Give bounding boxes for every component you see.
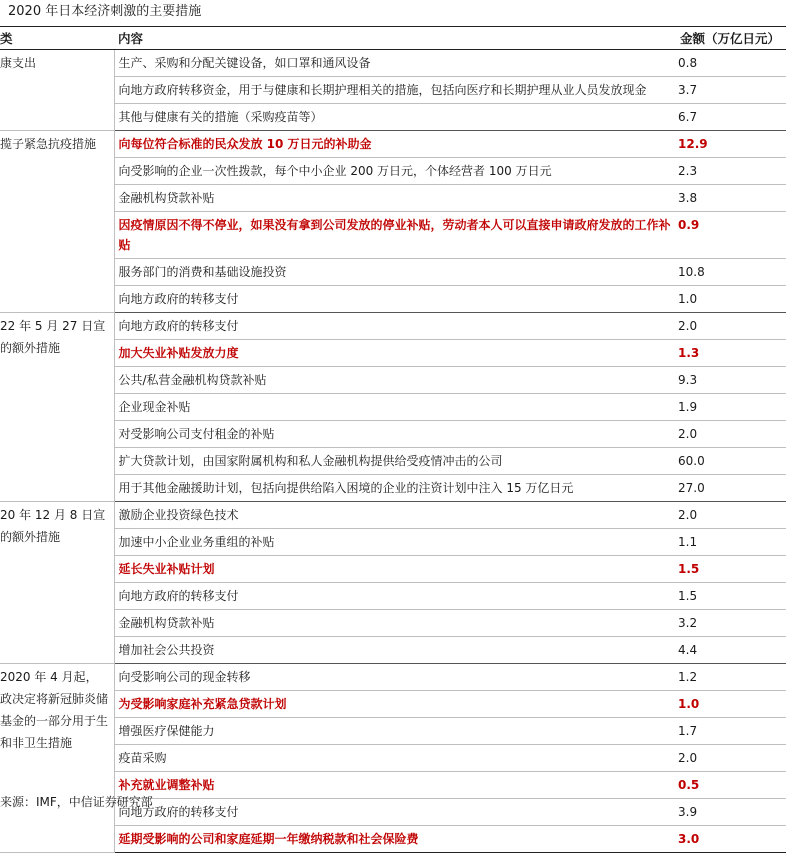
content-cell: 对受影响公司支付租金的补贴	[114, 421, 676, 448]
amount-cell: 0.5	[676, 772, 786, 799]
content-cell: 金融机构贷款补贴	[114, 610, 676, 637]
header-amount: 金额（万亿日元）	[676, 27, 786, 50]
table-row	[0, 583, 786, 610]
content-cell: 向地方政府的转移支付	[114, 799, 676, 826]
content-cell: 因疫情原因不得不停业，如果没有拿到公司发放的停业补贴，劳动者本人可以直接申请政府发放的工作补贴	[114, 212, 676, 259]
table-title: 2020 年日本经济刺激的主要措施	[8, 4, 202, 19]
table-row	[0, 367, 786, 394]
category-cell: 2020 年 4 月起，政决定将新冠肺炎储基金的一部分用于生和非卫生措施	[0, 664, 114, 853]
content-cell: 金融机构贷款补贴	[114, 185, 676, 212]
amount-cell: 3.7	[676, 77, 786, 104]
source-note: 来源：IMF，中信证券研究部	[0, 795, 153, 809]
table-row	[0, 340, 786, 367]
content-cell: 用于其他金融援助计划，包括向提供给陷入困境的企业的注资计划中注入 15 万亿日元	[114, 475, 676, 502]
category-cell: 20 年 12 月 8 日宣的额外措施	[0, 502, 114, 664]
amount-cell: 1.3	[676, 340, 786, 367]
content-cell: 延期受影响的公司和家庭延期一年缴纳税款和社会保险费	[114, 826, 676, 853]
table-row	[0, 77, 786, 104]
table-row	[0, 475, 786, 502]
amount-cell: 2.0	[676, 421, 786, 448]
category-cell: 揽子紧急抗疫措施	[0, 131, 114, 313]
content-cell: 增加社会公共投资	[114, 637, 676, 664]
content-cell: 向受影响的企业一次性拨款，每个中小企业 200 万日元，个体经营者 100 万日元	[114, 158, 676, 185]
amount-cell: 4.4	[676, 637, 786, 664]
content-cell: 向地方政府转移资金，用于与健康和长期护理相关的措施，包括向医疗和长期护理从业人员发放现金	[114, 77, 676, 104]
content-cell: 为受影响家庭补充紧急贷款计划	[114, 691, 676, 718]
header-content: 内容	[114, 27, 676, 50]
amount-cell: 1.7	[676, 718, 786, 745]
table-row	[0, 529, 786, 556]
table-row	[0, 421, 786, 448]
table-row	[0, 637, 786, 664]
amount-cell: 3.2	[676, 610, 786, 637]
table-row	[0, 394, 786, 421]
content-cell: 加大失业补贴发放力度	[114, 340, 676, 367]
content-cell: 疫苗采购	[114, 745, 676, 772]
content-cell: 向地方政府的转移支付	[114, 583, 676, 610]
amount-cell: 0.9	[676, 212, 786, 259]
table-row	[0, 745, 786, 772]
amount-cell: 0.8	[676, 50, 786, 77]
amount-cell: 2.0	[676, 745, 786, 772]
amount-cell: 27.0	[676, 475, 786, 502]
content-cell: 延长失业补贴计划	[114, 556, 676, 583]
table-row	[0, 259, 786, 286]
amount-cell: 3.0	[676, 826, 786, 853]
table-row	[0, 664, 786, 691]
content-cell: 扩大贷款计划，由国家附属机构和私人金融机构提供给受疫情冲击的公司	[114, 448, 676, 475]
amount-cell: 1.0	[676, 286, 786, 313]
amount-cell: 2.0	[676, 502, 786, 529]
amount-cell: 3.8	[676, 185, 786, 212]
table-row	[0, 286, 786, 313]
table-row	[0, 556, 786, 583]
content-cell: 补充就业调整补贴	[114, 772, 676, 799]
amount-cell: 2.0	[676, 313, 786, 340]
amount-cell: 1.2	[676, 664, 786, 691]
amount-cell: 10.8	[676, 259, 786, 286]
amount-cell: 3.9	[676, 799, 786, 826]
table-row	[0, 826, 786, 853]
content-cell: 其他与健康有关的措施（采购疫苗等）	[114, 104, 676, 131]
content-cell: 加速中小企业业务重组的补贴	[114, 529, 676, 556]
content-cell: 向地方政府的转移支付	[114, 286, 676, 313]
content-cell: 公共/私营金融机构贷款补贴	[114, 367, 676, 394]
table-row	[0, 104, 786, 131]
content-cell: 企业现金补贴	[114, 394, 676, 421]
table-row	[0, 610, 786, 637]
table-row	[0, 313, 786, 340]
category-cell: 22 年 5 月 27 日宣的额外措施	[0, 313, 114, 502]
table-row	[0, 158, 786, 185]
amount-cell: 1.5	[676, 556, 786, 583]
amount-cell: 6.7	[676, 104, 786, 131]
table-row	[0, 448, 786, 475]
content-cell: 激励企业投资绿色技术	[114, 502, 676, 529]
category-cell: 康支出	[0, 50, 114, 131]
amount-cell: 9.3	[676, 367, 786, 394]
amount-cell: 60.0	[676, 448, 786, 475]
content-cell: 向地方政府的转移支付	[114, 313, 676, 340]
content-cell: 生产、采购和分配关键设备，如口罩和通风设备	[114, 50, 676, 77]
content-cell: 增强医疗保健能力	[114, 718, 676, 745]
content-cell: 服务部门的消费和基础设施投资	[114, 259, 676, 286]
amount-cell: 2.3	[676, 158, 786, 185]
table-header-row	[0, 27, 786, 50]
amount-cell: 1.0	[676, 691, 786, 718]
content-cell: 向受影响公司的现金转移	[114, 664, 676, 691]
table-row	[0, 131, 786, 158]
content-cell: 向每位符合标准的民众发放 10 万日元的补助金	[114, 131, 676, 158]
table-row	[0, 502, 786, 529]
header-category: 类	[0, 27, 114, 50]
table-row	[0, 212, 786, 259]
amount-cell: 1.9	[676, 394, 786, 421]
amount-cell: 1.5	[676, 583, 786, 610]
table-row	[0, 185, 786, 212]
table-row	[0, 50, 786, 77]
measures-table	[0, 26, 786, 853]
amount-cell: 1.1	[676, 529, 786, 556]
table-row	[0, 718, 786, 745]
table-row	[0, 691, 786, 718]
amount-cell: 12.9	[676, 131, 786, 158]
